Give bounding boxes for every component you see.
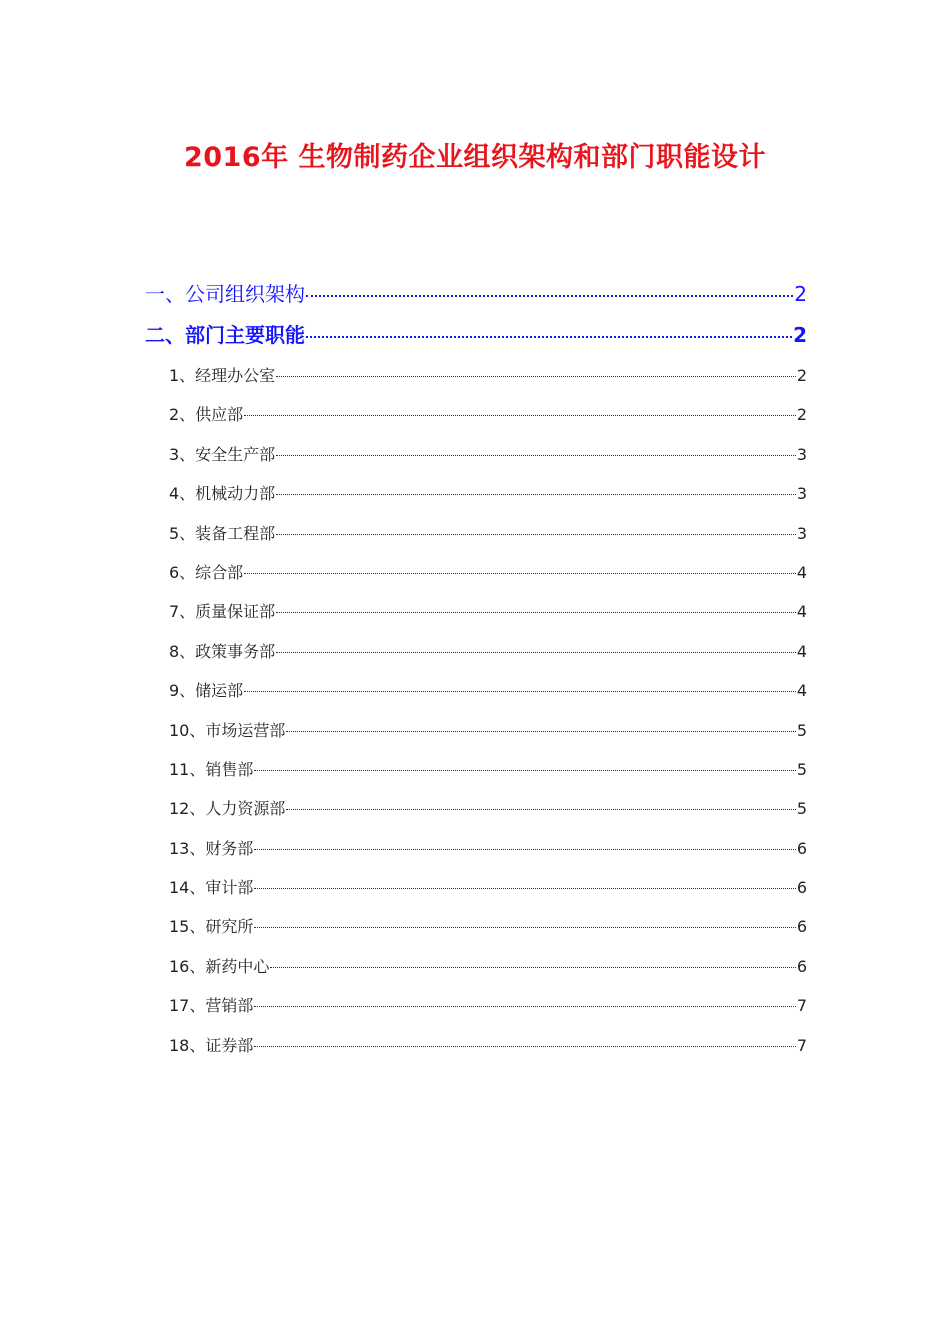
toc-page-number: 4 (796, 602, 807, 622)
toc-page-number: 2 (796, 366, 807, 385)
toc-item-label: 9、储运部 (169, 681, 244, 701)
toc-section-org-structure[interactable] (145, 274, 807, 315)
toc-page-number: 2 (794, 282, 807, 306)
toc-page-number: 6 (796, 956, 807, 976)
toc-page-number: 3 (796, 523, 807, 543)
toc-item-label: 11、销售部 (169, 759, 254, 779)
toc-page-number: 6 (796, 878, 807, 898)
toc-page-number: 5 (796, 759, 807, 779)
toc-leader-dots (244, 415, 796, 416)
toc-item[interactable] (169, 789, 807, 828)
toc-page-number: 2 (793, 323, 807, 347)
toc-page-number: 3 (796, 444, 807, 464)
toc-item[interactable] (169, 553, 807, 592)
toc-section-dept-functions[interactable] (145, 315, 807, 356)
toc-item-label: 15、研究所 (169, 917, 254, 937)
toc-item[interactable] (169, 592, 807, 631)
toc-item[interactable] (169, 514, 807, 553)
toc-leader-dots (306, 336, 792, 338)
toc-leader-dots (244, 691, 796, 692)
toc-item[interactable] (169, 474, 807, 513)
toc-leader-dots (276, 455, 796, 456)
toc-leader-dots (254, 888, 795, 889)
table-of-contents (145, 274, 807, 1065)
toc-leader-dots (286, 809, 795, 810)
toc-item-label: 14、审计部 (169, 878, 254, 898)
toc-item[interactable] (169, 1026, 807, 1065)
toc-item[interactable] (169, 632, 807, 671)
toc-item-label: 12、人力资源部 (169, 799, 286, 819)
toc-item[interactable] (169, 947, 807, 986)
toc-item-label: 6、综合部 (169, 562, 244, 582)
toc-item-label: 1、经理办公室 (169, 366, 276, 385)
toc-item-label: 13、财务部 (169, 838, 254, 858)
toc-item-label: 16、新药中心 (169, 956, 270, 976)
toc-page-number: 6 (796, 917, 807, 937)
toc-item[interactable] (169, 356, 807, 395)
toc-item[interactable] (169, 986, 807, 1025)
toc-leader-dots (270, 967, 795, 968)
toc-item-label: 10、市场运营部 (169, 720, 286, 740)
toc-section-label: 一、公司组织架构 (145, 282, 305, 306)
toc-page-number: 6 (796, 838, 807, 858)
toc-page-number: 5 (796, 720, 807, 740)
toc-leader-dots (254, 849, 795, 850)
toc-page-number: 5 (796, 799, 807, 819)
toc-leader-dots (306, 295, 793, 297)
toc-leader-dots (254, 770, 795, 771)
toc-leader-dots (254, 1046, 795, 1047)
toc-leader-dots (276, 534, 796, 535)
toc-leader-dots (276, 612, 796, 613)
toc-page-number: 2 (796, 405, 807, 425)
toc-page-number: 7 (796, 1035, 807, 1055)
toc-item-label: 18、证券部 (169, 1035, 254, 1055)
toc-page-number: 4 (796, 681, 807, 701)
toc-item[interactable] (169, 711, 807, 750)
document-title: 2016年 生物制药企业组织架构和部门职能设计 (183, 142, 767, 173)
toc-item[interactable] (169, 907, 807, 946)
toc-item-label: 17、营销部 (169, 996, 254, 1016)
toc-page-number: 4 (796, 641, 807, 661)
toc-item-label: 8、政策事务部 (169, 641, 276, 661)
toc-section-label: 二、部门主要职能 (145, 323, 305, 347)
toc-item-label: 5、装备工程部 (169, 523, 276, 543)
toc-leader-dots (276, 494, 796, 495)
toc-leader-dots (276, 652, 796, 653)
toc-leader-dots (276, 376, 796, 377)
toc-item[interactable] (169, 671, 807, 710)
toc-item[interactable] (169, 750, 807, 789)
toc-leader-dots (244, 573, 796, 574)
toc-page-number: 7 (796, 996, 807, 1016)
toc-item[interactable] (169, 435, 807, 474)
toc-item-label: 3、安全生产部 (169, 444, 276, 464)
toc-item-label: 2、供应部 (169, 405, 244, 425)
toc-item-label: 7、质量保证部 (169, 602, 276, 622)
toc-page-number: 3 (796, 484, 807, 504)
toc-leader-dots (286, 731, 795, 732)
toc-page-number: 4 (796, 562, 807, 582)
toc-item-label: 4、机械动力部 (169, 484, 276, 504)
toc-item[interactable] (169, 868, 807, 907)
toc-item[interactable] (169, 395, 807, 434)
toc-leader-dots (254, 1006, 795, 1007)
toc-item[interactable] (169, 829, 807, 868)
toc-leader-dots (254, 927, 795, 928)
